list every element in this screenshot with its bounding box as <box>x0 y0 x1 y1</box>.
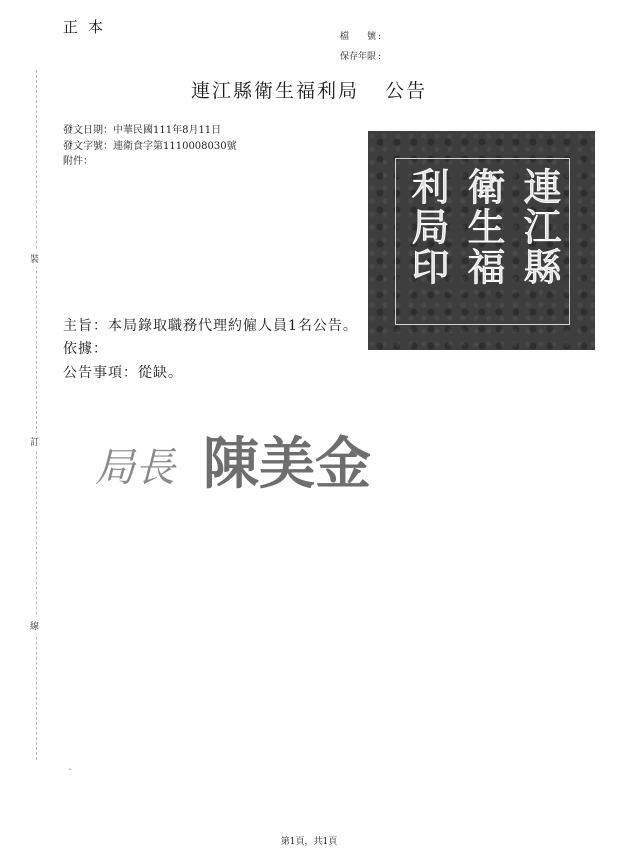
copy-label: 正本 <box>63 18 114 36</box>
issue-date-value: 中華民國111年8月11日 <box>113 125 222 136</box>
issue-number-label: 發文字號 <box>63 141 103 152</box>
file-number-field: 檔 號 : <box>340 32 382 42</box>
issue-date-row: 發文日期：中華民國111年8月11日 <box>63 125 222 136</box>
seal-border <box>395 158 570 325</box>
issue-number-row: 發文字號：連衛食字第1110008030號 <box>63 141 237 152</box>
notice-text: 從缺。 <box>138 365 183 381</box>
issue-date-label: 發文日期 <box>63 125 103 136</box>
basis-label: 依據 <box>63 341 93 357</box>
notice-row: 公告事項：從缺。 <box>63 365 183 381</box>
attachment-row: 附件： <box>63 156 93 167</box>
seal-column-1: 連江縣 <box>517 167 561 287</box>
basis-row: 依據： <box>63 341 108 357</box>
document-title <box>0 76 618 103</box>
attachment-label: 附件 <box>63 156 83 167</box>
subject-row: 主旨：本局錄取職務代理約僱人員1名公告。 <box>63 318 358 334</box>
signature-name: 陳美金 <box>203 431 371 497</box>
official-seal-stamp <box>368 131 595 350</box>
retention-period-label: 保存年限 <box>340 52 377 62</box>
binding-mark-zhuang: 裝 <box>30 250 39 267</box>
seal-column-2: 衛生福 <box>461 167 505 287</box>
notice-label: 公告事項 <box>63 365 123 381</box>
subject-text: 本局錄取職務代理約僱人員1名公告。 <box>108 318 358 334</box>
agency-name: 連江縣衛生福利局 <box>190 80 359 102</box>
binding-mark-xian: 線 <box>30 617 39 634</box>
director-signature <box>95 420 395 497</box>
document-type: 公告 <box>385 80 428 102</box>
page-number: 第1頁，共1頁 <box>280 837 338 847</box>
retention-period-field: 保存年限 : <box>340 52 382 62</box>
signature-title: 局長 <box>95 445 175 491</box>
seal-column-3: 利局印 <box>405 167 449 287</box>
subject-label: 主旨 <box>63 318 93 334</box>
scan-speck: ˇ <box>68 768 72 777</box>
file-number-label: 檔 號 <box>340 32 377 42</box>
issue-number-value: 連衛食字第1110008030號 <box>113 141 237 152</box>
binding-mark-ding: 訂 <box>30 433 39 450</box>
binding-line <box>36 70 37 760</box>
